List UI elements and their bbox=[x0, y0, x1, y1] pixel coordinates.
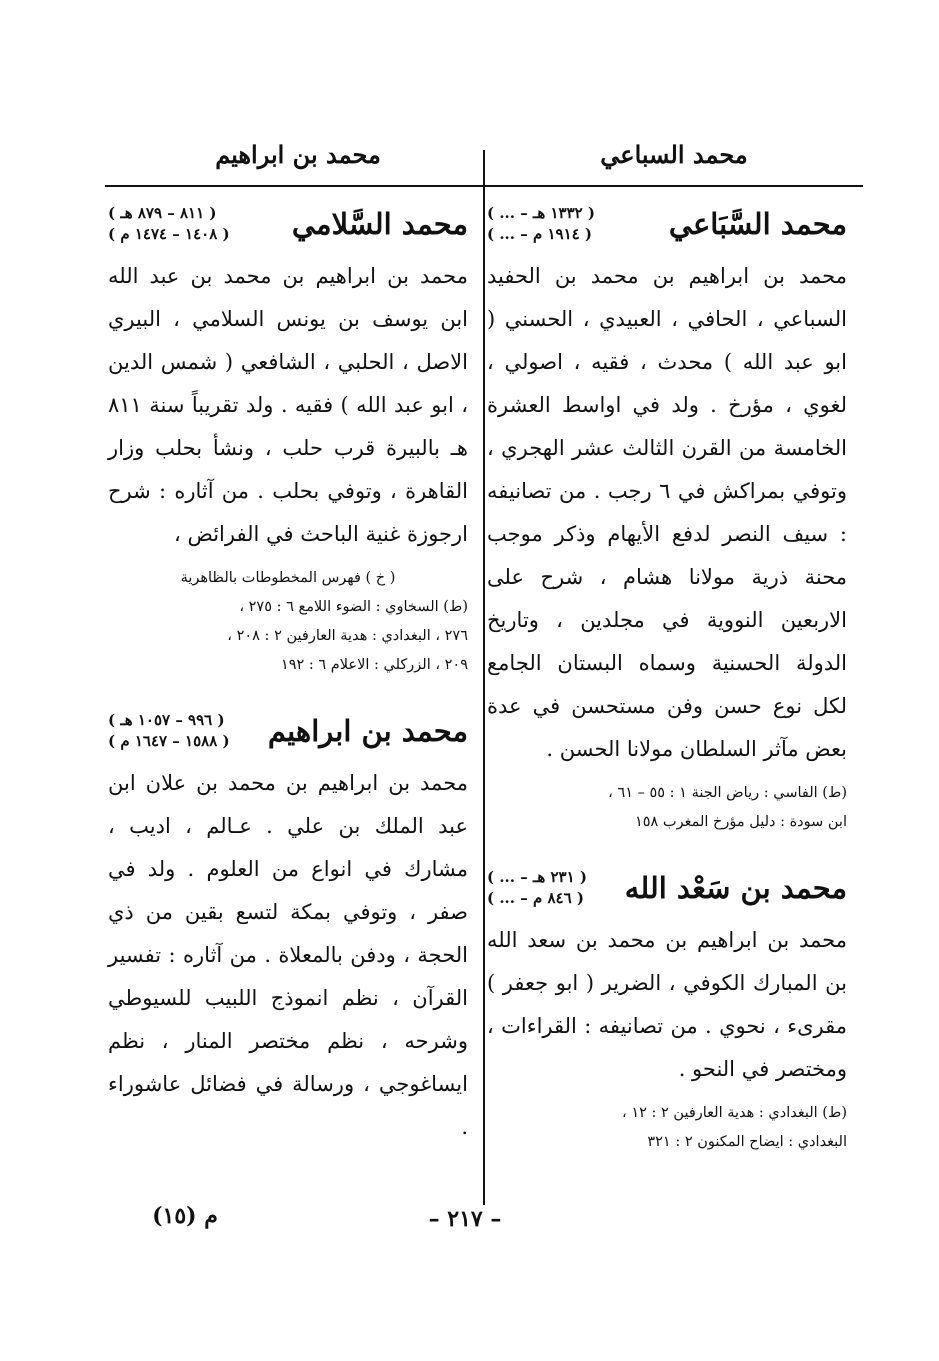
entry-ibn-saad-allah bbox=[487, 867, 847, 1157]
entry-body: محمد بن ابراهيم بن محمد بن سعد الله بن المبارك الكوفي ، الضرير ( ابو جعفر ) مقرىء ، نحوي . من تصانيفه : القراءات ، ومختصر في النحو . bbox=[487, 928, 847, 1081]
dates-gregorian: ( ... – ١٩١٤ م ) bbox=[487, 225, 593, 243]
entry-heading bbox=[487, 203, 847, 245]
entry-name: محمد بن ابراهيم bbox=[267, 714, 468, 748]
dates-gregorian: ( ١٤٠٨ – ١٤٧٤ م ) bbox=[108, 225, 230, 243]
entry-body: محمد بن ابراهيم بن محمد بن علان ابن عبد الملك بن علي . عـالم ، اديب ، مشارك في انواع من العلوم . ولد في صفر ، وتوفي بمكة لتسع بقين من ذي الحجة ، ودفن بالمعلاة . من آثاره : تفسير القرآن ، نظم انموذج اللبيب للسيوطي وشرحه ، نظم مختصر المنار ، نظم ايساغوجي ، ورسالة في فضائل عاشوراء . bbox=[108, 771, 468, 1139]
entry-body: محمد بن ابراهيم بن محمد بن عبد الله ابن يوسف بن يونس السلامي ، البيري الاصل ، الحلبي ، الشافعي ( شمس الدين ، ابو عبد الله ) فقيه . ولد تقريباً سنة ٨١١ هـ بالبيرة قرب حلب ، ونشأ بحلب وزار القاهرة ، وتوفي بحلب . من آثاره : شرح ارجوزة غنية الباحث في الفرائض ، bbox=[108, 264, 468, 546]
page-number: – ٢١٧ – bbox=[428, 1206, 502, 1232]
entry-ibn-ibrahim bbox=[108, 710, 468, 1149]
reference-line: البغدادي : ايضاح المكنون ٢ : ٣٢١ bbox=[647, 1134, 847, 1150]
reference-line: (ط) البغدادي : هدية العارفين ٢ : ١٢ ، bbox=[622, 1105, 847, 1121]
column-divider bbox=[483, 150, 485, 1205]
entry-dates bbox=[108, 203, 230, 245]
entry-name: محمد السَّلامي bbox=[291, 207, 468, 241]
entry-sibaai bbox=[487, 203, 847, 837]
entry-body: محمد بن ابراهيم بن محمد بن الحفيد السباعي ، الحافي ، العبيدي ، الحسني ( ابو عبد الله ) محدث ، فقيه ، اصولي ، لغوي ، مؤرخ . ولد في اواسط العشرة الخامسة من القرن الثالث عشر الهجري ، وتوفي بمراكش في ٦ رجب . من تصانيفه : سيف النصر لدفع الأيهام وذكر موجب محنة ذرية مولانا هشام ، شرح على الاربعين النووية في مجلدين ، وتاريخ الدولة الحسنية وسماه البستان الجامع لكل نوع حسن وفن مستحسن في عدة بعض مآثر السلطان مولانا الحسن . bbox=[487, 264, 847, 761]
reference-line: (ط) الفاسي : رياض الجنة ١ : ٥٥ – ٦١ ، bbox=[608, 785, 847, 801]
entry-references bbox=[487, 779, 847, 837]
dates-gregorian: ( ١٥٨٨ – ١٦٤٧ م ) bbox=[108, 732, 230, 750]
entry-heading bbox=[487, 867, 847, 909]
dates-hijri: ( ٩٩٦ – ١٠٥٧ هـ ) bbox=[108, 711, 225, 729]
reference-line: ابن سودة : دليل مؤرخ المغرب ١٥٨ bbox=[634, 814, 847, 830]
dates-hijri: ( ... – ٢٣١ هـ ) bbox=[487, 868, 587, 886]
entry-name: محمد السَّبَاعي bbox=[668, 207, 847, 241]
entry-salami bbox=[108, 203, 468, 680]
entry-references bbox=[108, 564, 468, 680]
reference-line: (ط) السخاوي : الضوء اللامع ٦ : ٢٧٥ ، bbox=[239, 599, 468, 615]
right-column bbox=[487, 195, 847, 1157]
reference-line: ( خ ) فهرس المخطوطات بالظاهرية bbox=[180, 570, 396, 586]
dates-hijri: ( ... – ١٣٣٢ هـ ) bbox=[487, 204, 596, 222]
entry-references bbox=[487, 1099, 847, 1157]
reference-line: ٢٧٦ ، البغدادي : هدية العارفين ٢ : ٢٠٨ ، bbox=[227, 628, 468, 644]
entry-dates bbox=[487, 203, 595, 245]
entry-heading bbox=[108, 203, 468, 245]
reference-line: ٢٠٩ ، الزركلي : الاعلام ٦ : ١٩٢ bbox=[280, 657, 468, 673]
running-head-right: محمد السباعي bbox=[600, 140, 748, 169]
dates-hijri: ( ٨١١ – ٨٧٩ هـ ) bbox=[108, 204, 217, 222]
entry-heading bbox=[108, 710, 468, 752]
dates-gregorian: ( ... – ٨٤٦ م ) bbox=[487, 889, 584, 907]
entry-dates bbox=[487, 867, 587, 909]
left-column bbox=[108, 195, 468, 1149]
running-head-left: محمد بن ابراهيم bbox=[215, 140, 381, 169]
signature-mark: م (١٥) bbox=[152, 1203, 218, 1229]
entry-name: محمد بن سَعْد الله bbox=[624, 871, 847, 905]
entry-dates bbox=[108, 710, 230, 752]
